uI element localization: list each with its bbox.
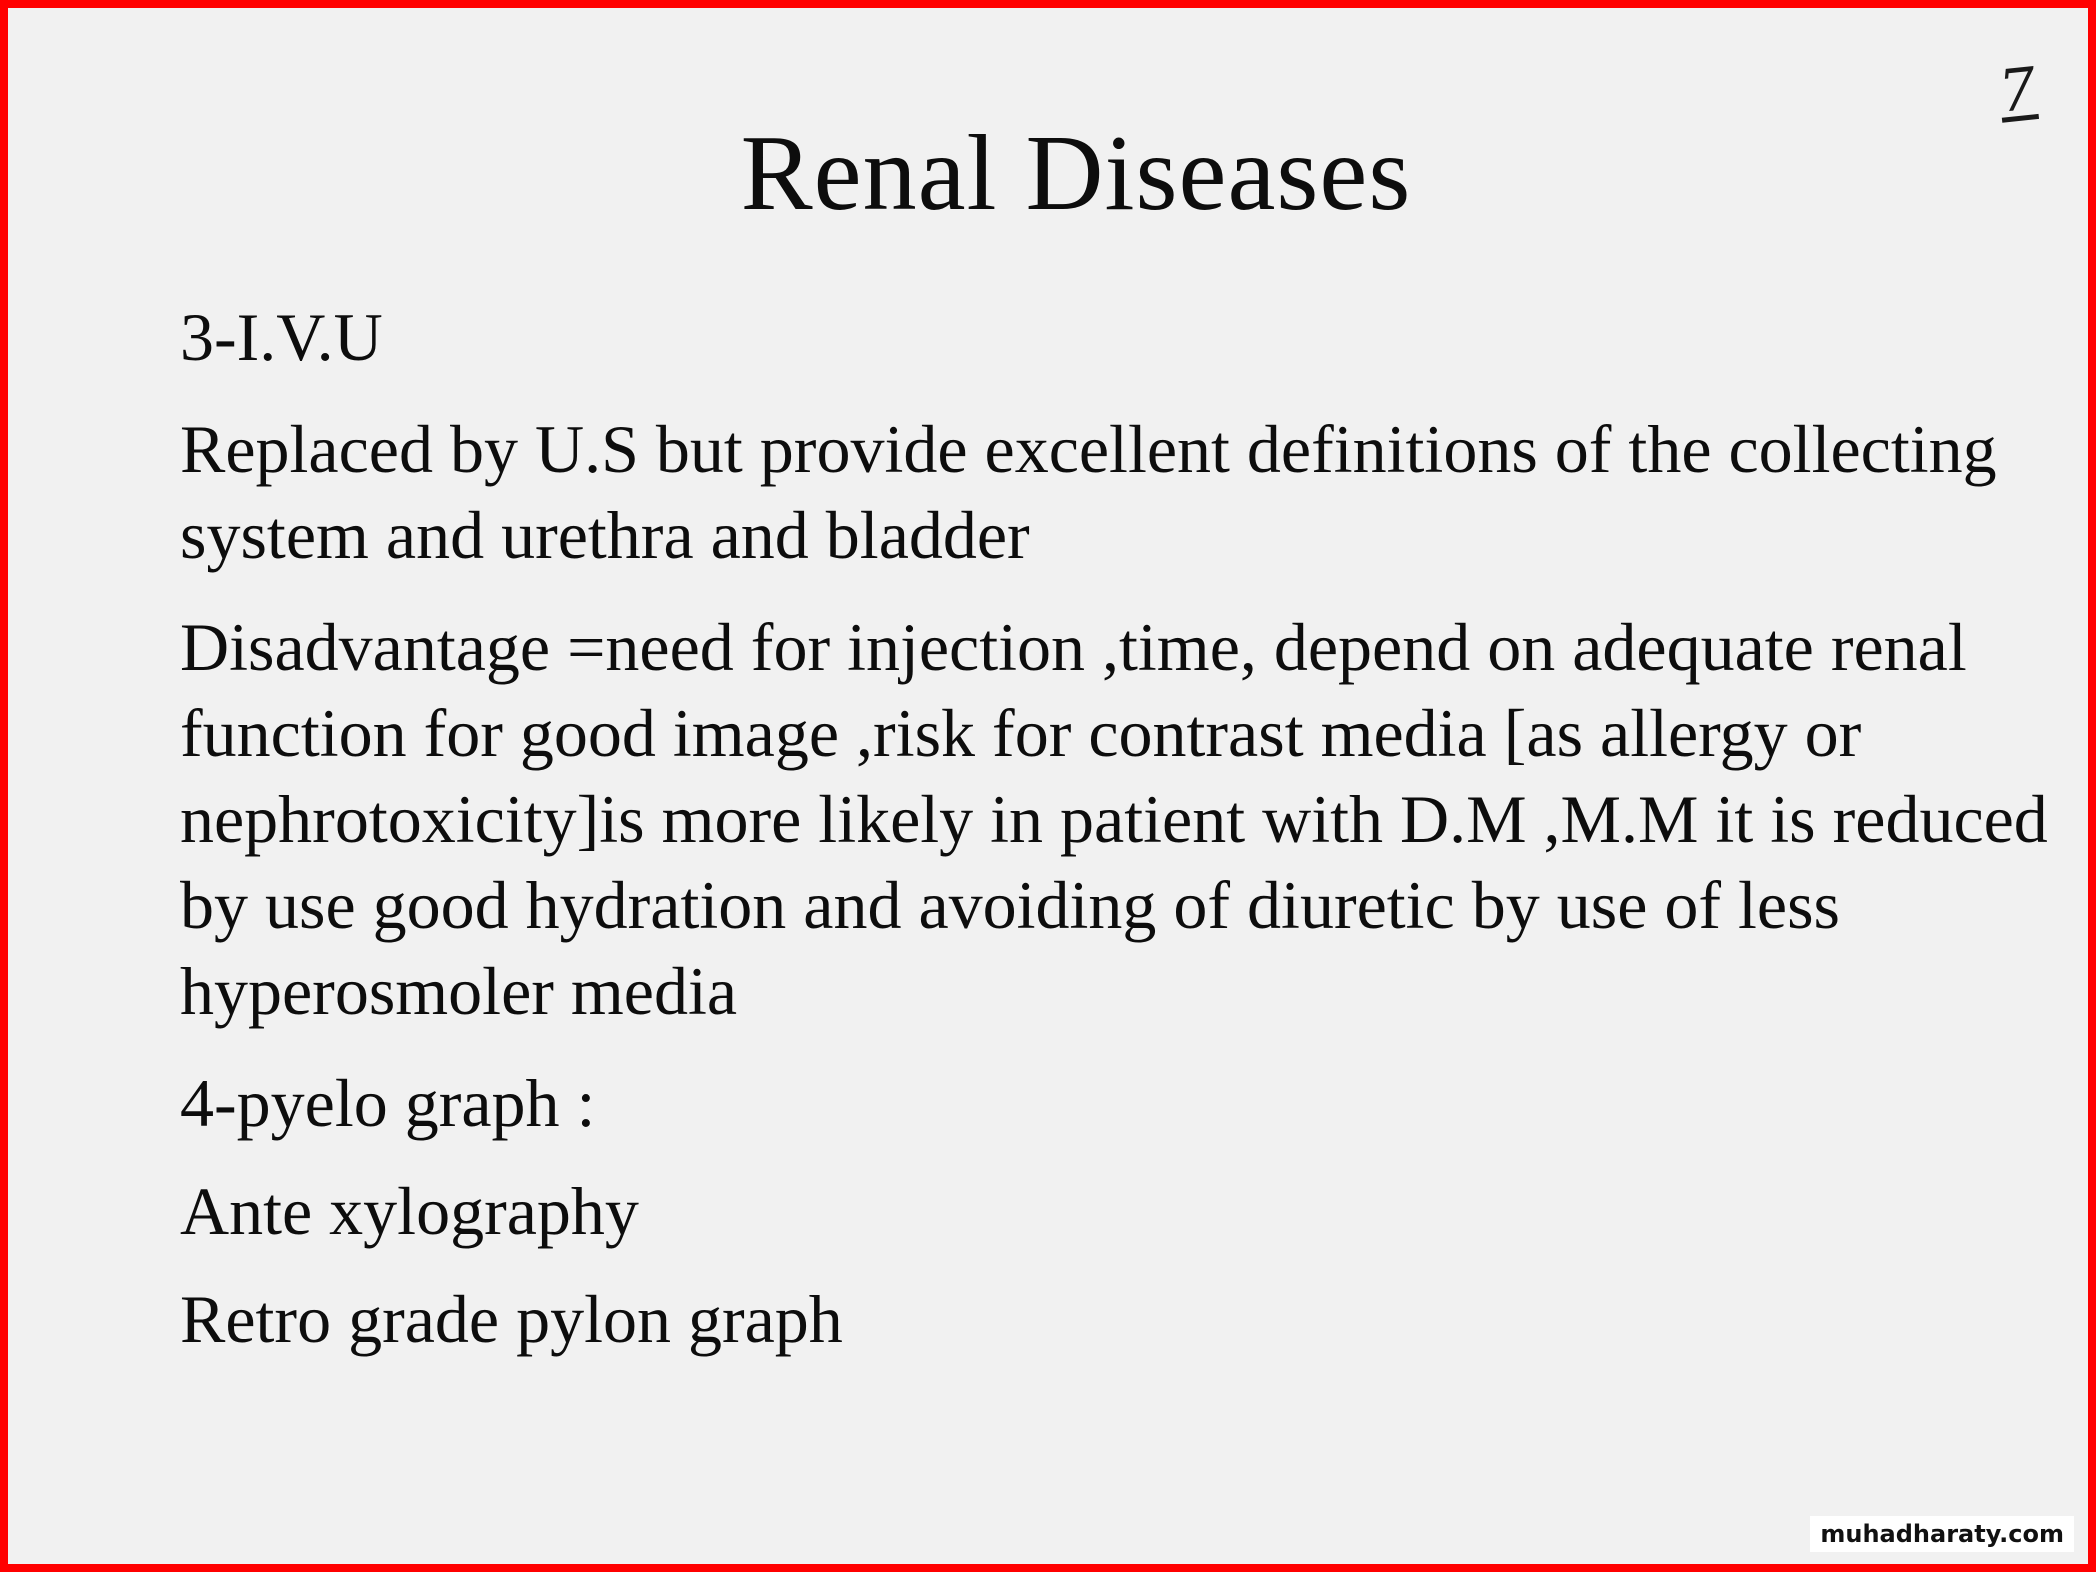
section-heading-ivu: 3-I.V.U xyxy=(180,299,383,375)
list-item-ante: Ante xylography xyxy=(180,1173,639,1249)
list-item-retro: Retro grade pylon graph xyxy=(180,1281,843,1357)
section-heading-pyelograph: 4-pyelo graph : xyxy=(180,1065,596,1141)
slide-title: Renal Diseases xyxy=(740,114,1412,233)
paragraph-disadvantage: Disadvantage =need for injection ,time, depend on adequate renal function for good image ,risk for contrast media [as allergy or nephrotoxicity]is more likely in patient with D.M ,M.M it is reduced by use good hydration and avoiding of diuretic by use of less hyperosmoler media xyxy=(180,609,2048,1029)
slide-body xyxy=(180,294,2060,1384)
watermark: muhadharaty.com xyxy=(1810,1516,2074,1552)
handwritten-page-number: 7 xyxy=(1995,54,2040,126)
paragraph-replaced-by-us: Replaced by U.S but provide excellent definitions of the collecting system and urethra and bladder xyxy=(180,411,1997,573)
